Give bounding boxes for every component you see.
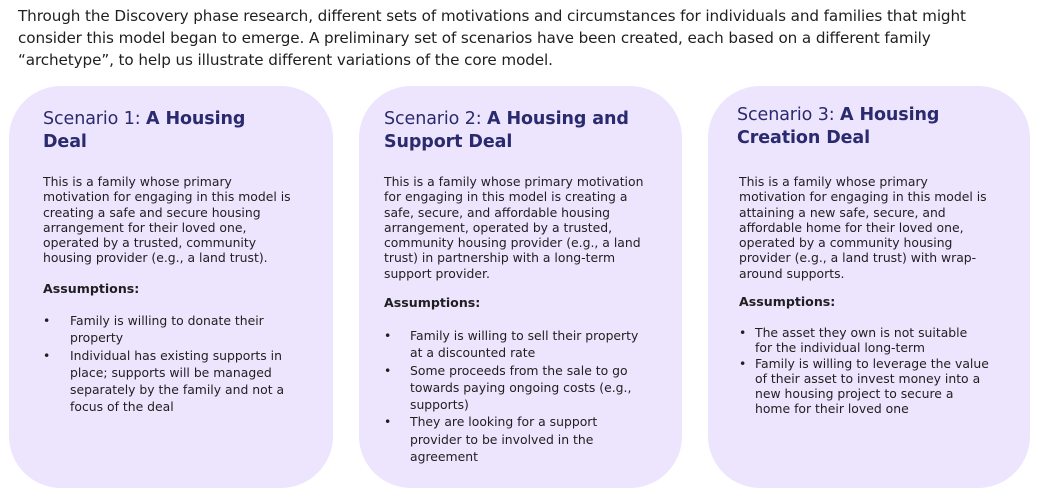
- scenario-name: A Housing and: [487, 109, 629, 129]
- assumptions-list: [739, 325, 1024, 417]
- scenario-name: Creation Deal: [737, 128, 870, 148]
- scenario-prefix: Scenario 1:: [43, 109, 147, 129]
- assumption-line: provider to be involved in the: [410, 431, 594, 447]
- scenario-name: Support Deal: [384, 132, 513, 152]
- description-line: This is a family whose primary: [739, 174, 928, 189]
- description-line: arrangement, operated by a trusted,: [384, 219, 613, 235]
- scenario-title: [43, 108, 245, 154]
- bullet-icon: •: [739, 355, 747, 371]
- assumption-line: agreement: [410, 449, 478, 465]
- assumption-item: [384, 362, 674, 414]
- assumption-line: home for their loved one: [755, 401, 909, 417]
- bullet-icon: •: [43, 313, 51, 328]
- scenario-title: [384, 108, 629, 154]
- intro-paragraph: [18, 5, 1038, 71]
- bullet-icon: •: [384, 414, 392, 430]
- scenario-description: [43, 174, 291, 266]
- bullet-icon: •: [43, 347, 51, 363]
- description-line: operated by a trusted, community: [43, 235, 257, 251]
- scenario-card-3: [708, 86, 1030, 488]
- description-line: creating a safe and secure housing: [43, 204, 261, 220]
- assumption-line: Individual has existing supports in: [70, 347, 282, 363]
- assumption-item: [43, 347, 323, 416]
- scenario-description: [384, 174, 643, 281]
- assumption-line: They are looking for a support: [410, 414, 598, 430]
- scenario-description: [739, 174, 987, 281]
- description-line: housing provider (e.g., a land trust).: [43, 250, 268, 266]
- description-line: This is a family whose primary motivation: [384, 174, 644, 189]
- assumption-line: property: [70, 330, 124, 346]
- scenario-name: Deal: [43, 132, 87, 152]
- description-line: This is a family whose primary: [43, 174, 232, 189]
- assumption-line: supports): [410, 397, 469, 413]
- scenario-prefix: Scenario 3:: [737, 105, 841, 125]
- description-line: operated by a community housing: [739, 235, 953, 251]
- description-line: arrangement for their loved one,: [43, 219, 247, 235]
- assumptions-label: Assumptions:: [739, 294, 836, 309]
- assumption-item: [739, 325, 1024, 356]
- assumption-item: [384, 413, 674, 465]
- assumption-line: Family is willing to donate their: [70, 313, 264, 328]
- assumption-item: [384, 327, 674, 362]
- assumptions-label: Assumptions:: [43, 281, 140, 296]
- assumption-line: The asset they own is not suitable: [755, 325, 968, 340]
- scenario-name: A Housing: [146, 109, 246, 129]
- description-line: motivation for engaging in this model is: [739, 189, 987, 205]
- description-line: support provider.: [384, 265, 490, 281]
- assumption-item: [739, 356, 1024, 417]
- assumption-item: [43, 312, 323, 347]
- assumption-line: separately by the family and not a: [70, 382, 285, 398]
- assumption-line: new housing project to secure a: [755, 386, 954, 402]
- assumption-line: of their asset to invest money into a: [755, 370, 981, 386]
- assumption-line: Some proceeds from the sale to go: [410, 362, 628, 378]
- description-line: safe, secure, and affordable housing: [384, 204, 611, 220]
- assumption-line: towards paying ongoing costs (e.g.,: [410, 379, 632, 395]
- scenario-title: [737, 104, 939, 150]
- description-line: provider (e.g., a land trust) with wrap-: [739, 250, 977, 266]
- bullet-icon: •: [739, 325, 747, 340]
- description-line: for engaging in this model is creating a: [384, 189, 628, 205]
- description-line: motivation for engaging in this model is: [43, 189, 291, 205]
- description-line: affordable home for their loved one,: [739, 219, 964, 235]
- description-line: community housing provider (e.g., a land: [384, 235, 641, 251]
- assumption-line: Family is willing to sell their property: [410, 328, 639, 343]
- bullet-icon: •: [384, 362, 392, 378]
- intro-line: Through the Discovery phase research, different sets of motivations and circumstances for individuals and families that might: [18, 7, 966, 25]
- assumption-line: place; supports will be managed: [70, 364, 272, 380]
- assumptions-label: Assumptions:: [384, 295, 481, 310]
- assumption-line: Family is willing to leverage the value: [755, 355, 989, 371]
- assumption-line: for the individual long-term: [755, 340, 925, 356]
- description-line: attaining a new safe, secure, and: [739, 204, 946, 220]
- description-line: around supports.: [739, 265, 845, 281]
- bullet-icon: •: [384, 328, 392, 343]
- description-line: trust) in partnership with a long-term: [384, 250, 616, 266]
- scenario-name: A Housing: [840, 105, 940, 125]
- scenario-card-1: [9, 86, 333, 488]
- scenario-card-2: [359, 86, 682, 488]
- scenario-prefix: Scenario 2:: [384, 109, 488, 129]
- assumptions-list: [384, 327, 674, 465]
- assumption-line: focus of the deal: [70, 399, 174, 415]
- assumption-line: at a discounted rate: [410, 345, 536, 361]
- assumptions-list: [43, 312, 323, 416]
- intro-line: “archetype”, to help us illustrate different variations of the core model.: [18, 51, 553, 69]
- intro-line: consider this model began to emerge. A preliminary set of scenarios have been created, each based on a different family: [18, 29, 931, 47]
